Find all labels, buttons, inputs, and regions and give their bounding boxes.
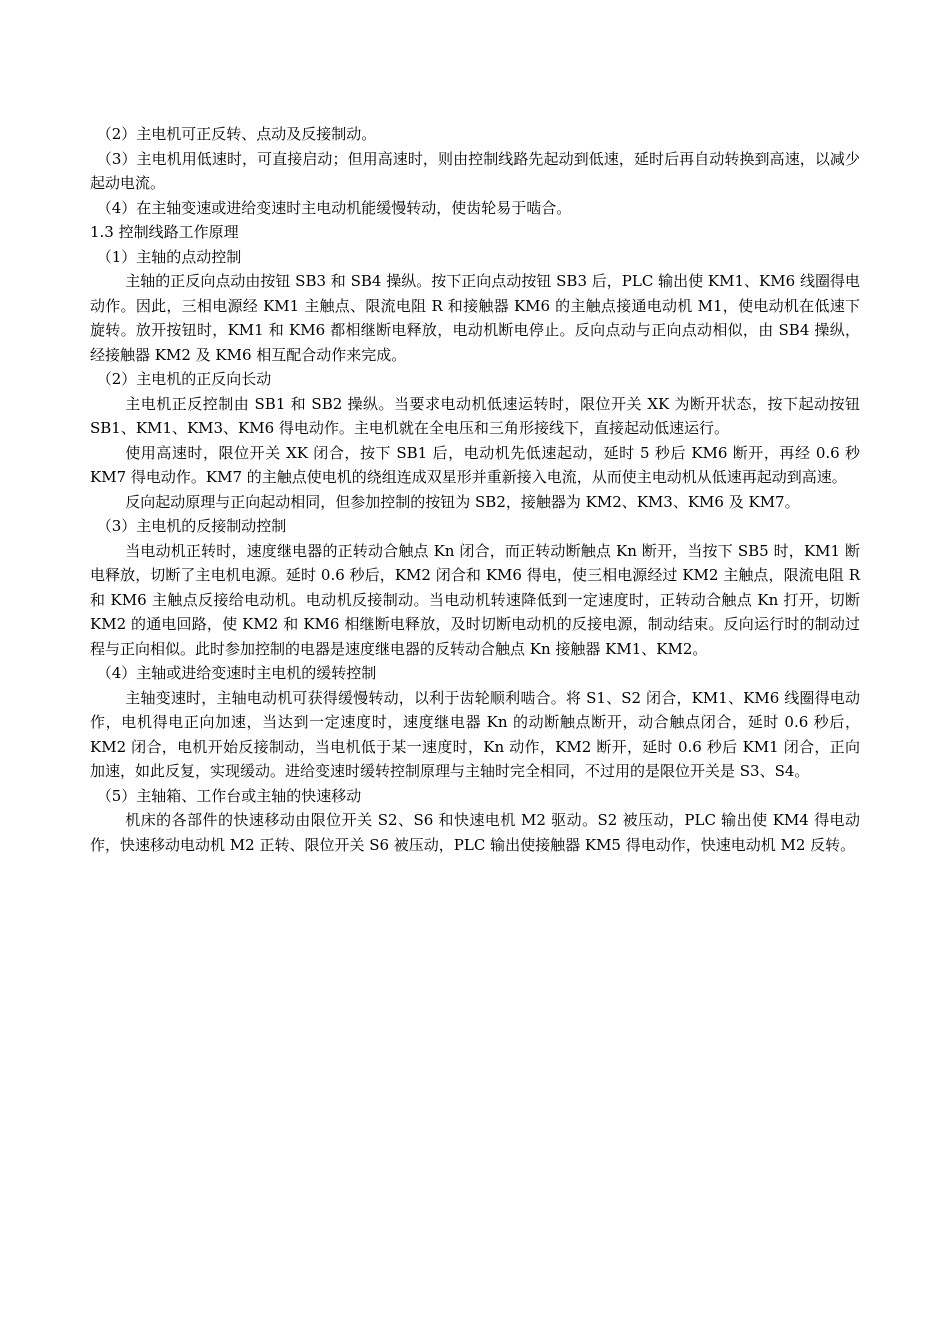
subheading-point-control: （1）主轴的点动控制 [96, 247, 242, 266]
subheading-slow-turn: （4）主轴或进给变速时主电机的缓转控制 [96, 664, 377, 682]
subheading-fast-move: （5）主轴箱、工作台或主轴的快速移动 [96, 786, 362, 805]
document-page [90, 122, 860, 857]
paragraph-point-control: 主轴的正反向点动由按钮 SB3 和 SB4 操纵。按下正向点动按钮 SB3 后，PLC 输出使 KM1、KM6 线圈得电动作。因此，三相电源经 KM1 主触点、限流电阻 R 和接触器 KM6 的主触点接通电动机 M1，使电动机在低速下旋转。放开按钮时，KM1 和 KM6 都相继断电释放，电动机断电停止。反向点动与正向点动相似，由 SB4 操纵，经接触器 KM2 及 KM6 相互配合动作来完成。 [90, 272, 860, 364]
paragraph-fast-move: 机床的各部件的快速移动由限位开关 S2、S6 和快速电机 M2 驱动。S2 被压动，PLC 输出使 KM4 得电动作，快速移动电动机 M2 正转、限位开关 S6 被压动，PLC 输出使接触器 KM5 得电动作，快速电动机 M2 反转。 [90, 811, 860, 854]
paragraph-reverse-start: 反向起动原理与正向起动相同，但参加控制的按钮为 SB2，接触器为 KM2、KM3、KM6 及 KM7。 [125, 492, 800, 511]
list-item-4: （4）在主轴变速或进给变速时主电动机能缓慢转动，使齿轮易于啮合。 [96, 198, 572, 217]
subheading-long-run: （2）主电机的正反向长动 [96, 370, 272, 388]
subheading-reverse-brake: （3）主电机的反接制动控制 [96, 517, 287, 535]
list-item-2: （2）主电机可正反转、点动及反接制动。 [96, 125, 377, 143]
paragraph-slow-turn: 主轴变速时，主轴电动机可获得缓慢转动，以利于齿轮顺利啮合。将 S1、S2 闭合，KM1、KM6 线圈得电动作，电机得电正向加速，当达到一定速度时，速度继电器 Kn 的动断触点断开，动合触点闭合，延时 0.6 秒后，KM2 闭合，电机开始反接制动，当电机低于某一速度时，Kn 动作，KM2 断开，延时 0.6 秒后 KM1 闭合，正向加速，如此反复，实现缓动。进给变速时缓转控制原理与主轴时完全相同，不过用的是限位开关是 S3、S4。 [90, 688, 860, 780]
paragraph-long-run-high: 使用高速时，限位开关 XK 闭合，按下 SB1 后，电动机先低速起动，延时 5 秒后 KM6 断开，再经 0.6 秒 KM7 得电动作。KM7 的主触点使电机的绕组连成双星形并重新接入电流，从而使主电动机从低速再起动到高速。 [90, 443, 860, 486]
list-item-3: （3）主电机用低速时，可直接启动；但用高速时，则由控制线路先起动到低速，延时后再自动转换到高速，以减少起动电流。 [90, 149, 860, 192]
section-heading-1-3: 1.3 控制线路工作原理 [90, 223, 239, 241]
paragraph-long-run-low: 主电机正反控制由 SB1 和 SB2 操纵。当要求电动机低速运转时，限位开关 XK 为断开状态，按下起动按钮 SB1、KM1、KM3、KM6 得电动作。主电机就在全电压和三角形接线下，直接起动低速运行。 [90, 394, 860, 437]
paragraph-reverse-brake: 当电动机正转时，速度继电器的正转动合触点 Kn 闭合，而正转动断触点 Kn 断开，当按下 SB5 时，KM1 断电释放，切断了主电机电源。延时 0.6 秒后，KM2 闭合和 KM6 得电，使三相电源经过 KM2 主触点，限流电阻 R 和 KM6 主触点反接给电动机。电动机反接制动。当电动机转速降低到一定速度时，正转动合触点 Kn 打开，切断 KM2 的通电回路，使 KM2 和 KM6 相继断电释放，及时切断电动机的反接电源，制动结束。反向运行时的制动过程与正向相似。此时参加控制的电器是速度继电器的反转动合触点 Kn 接触器 KM1、KM2。 [90, 541, 860, 658]
